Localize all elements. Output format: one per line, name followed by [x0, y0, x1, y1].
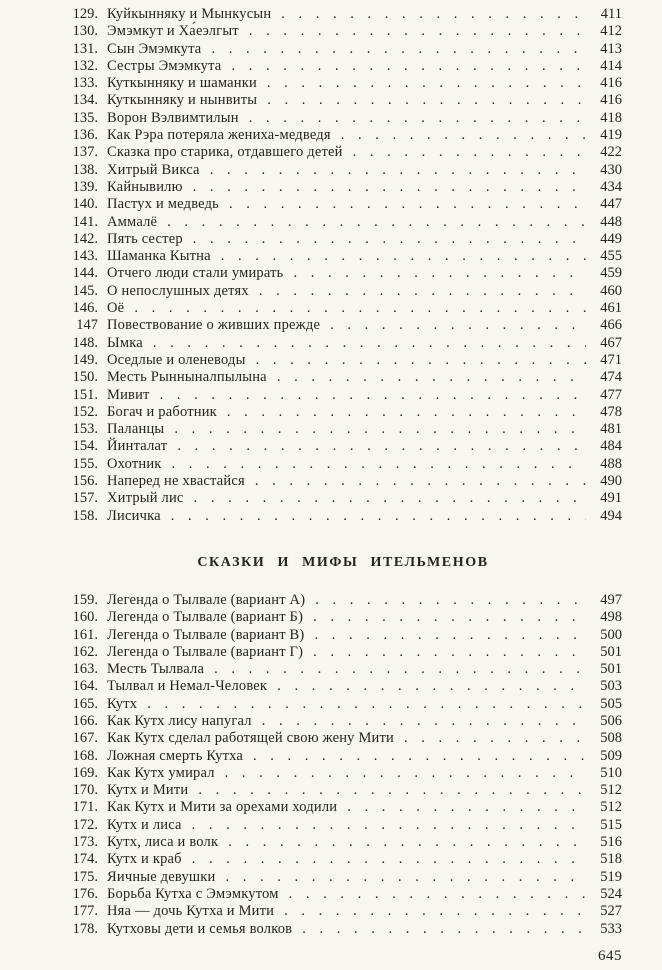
entry-page-number: 430	[600, 161, 622, 178]
entry-title: Легенда о Тылвале (вариант В)	[107, 626, 305, 643]
entry-page-number: 447	[600, 196, 622, 213]
entry-page-number: 488	[600, 455, 622, 472]
dot-leader	[330, 317, 586, 334]
entry-number: 155.	[72, 455, 98, 472]
entry-page-number: 497	[600, 591, 622, 608]
entry-title: Шаманка Кытна	[107, 248, 211, 265]
entry-page-number: 481	[600, 421, 622, 438]
entry-page-number: 471	[600, 351, 622, 368]
entry-number: 167.	[72, 730, 98, 747]
dot-leader	[353, 144, 586, 161]
entry-page-number: 448	[600, 213, 622, 230]
entry-number: 140.	[72, 196, 98, 213]
entry-title: Как Кутх лису напугал	[107, 712, 252, 729]
toc-row	[64, 23, 622, 40]
entry-number: 132.	[72, 57, 98, 74]
entry-number: 170.	[72, 782, 98, 799]
dot-leader	[253, 748, 586, 765]
toc-row	[64, 456, 622, 473]
dot-leader	[249, 110, 586, 127]
toc-row	[64, 41, 622, 58]
entry-title: Месть Рынныналпылына	[107, 369, 267, 386]
dot-leader	[167, 214, 586, 231]
entry-page-number: 512	[600, 799, 622, 816]
toc-row	[64, 404, 622, 421]
entry-page-number: 459	[600, 265, 622, 282]
entry-number: 152.	[72, 403, 98, 420]
toc-row	[64, 886, 622, 903]
entry-number: 157.	[72, 490, 98, 507]
dot-leader	[211, 41, 586, 58]
dot-leader	[255, 473, 586, 490]
entry-page-number: 490	[600, 473, 622, 490]
toc-row	[64, 473, 622, 490]
entry-title: Кутх и Мити	[107, 782, 189, 799]
entry-title: Сын Эмэмкута	[107, 40, 202, 57]
dot-leader	[192, 851, 586, 868]
dot-leader	[313, 644, 586, 661]
entry-page-number: 501	[600, 661, 622, 678]
dot-leader	[194, 490, 586, 507]
entry-page-number: 474	[600, 369, 622, 386]
toc-row	[64, 127, 622, 144]
entry-title: Йинталат	[107, 438, 168, 455]
entry-page-number: 434	[600, 178, 622, 195]
entry-number: 163.	[72, 661, 98, 678]
entry-title: Кутх	[107, 695, 138, 712]
entry-number: 151.	[72, 386, 98, 403]
toc-row	[64, 92, 622, 109]
entry-title: Аммалё	[107, 213, 158, 230]
entry-page-number: 524	[600, 885, 622, 902]
toc-row	[64, 214, 622, 231]
dot-leader	[193, 179, 586, 196]
entry-page-number: 519	[600, 868, 622, 885]
entry-page-number: 498	[600, 609, 622, 626]
dot-leader	[193, 231, 586, 248]
toc-row	[64, 508, 622, 525]
entry-page-number: 413	[600, 40, 622, 57]
dot-leader	[259, 283, 586, 300]
entry-page-number: 533	[600, 920, 622, 937]
entry-title: Легенда о Тылвале (вариант А)	[107, 591, 306, 608]
dot-leader	[172, 456, 586, 473]
toc-row	[64, 231, 622, 248]
entry-title: Куйкынняку и Мынкусын	[107, 6, 272, 22]
entry-page-number: 491	[600, 490, 622, 507]
toc-row	[64, 869, 622, 886]
entry-title: Пять сестер	[107, 230, 183, 247]
dot-leader	[347, 799, 586, 816]
dot-leader	[341, 127, 586, 144]
toc-row	[64, 265, 622, 282]
entry-number: 135.	[72, 109, 98, 126]
entry-number: 139.	[72, 178, 98, 195]
entry-number: 153.	[72, 421, 98, 438]
entry-title: Яичные девушки	[107, 868, 216, 885]
entry-title: Кутх, лиса и волк	[107, 834, 219, 851]
dot-leader	[231, 58, 586, 75]
entry-page-number: 512	[600, 782, 622, 799]
dot-leader	[153, 335, 586, 352]
toc-row	[64, 678, 622, 695]
entry-page-number: 412	[600, 23, 622, 40]
entry-title: Как Кутх сделал работящей свою жену Мити	[107, 730, 394, 747]
dot-leader	[228, 834, 586, 851]
entry-title: Как Кутх и Мити за орехами ходили	[107, 799, 338, 816]
toc-row	[64, 6, 622, 23]
entry-title: Кутх и лиса	[107, 816, 182, 833]
dot-leader	[177, 438, 586, 455]
entry-page-number: 461	[600, 300, 622, 317]
entry-title: Месть Тылвала	[107, 661, 205, 678]
entry-title: Борьба Кутха с Эмэмкутом	[107, 885, 279, 902]
entry-number: 134.	[72, 92, 98, 109]
entry-number: 137.	[72, 144, 98, 161]
toc-row	[64, 748, 622, 765]
toc-row	[64, 369, 622, 386]
entry-number: 162.	[72, 643, 98, 660]
dot-leader	[267, 75, 586, 92]
toc-row	[64, 661, 622, 678]
toc-row	[64, 713, 622, 730]
entry-number: 174.	[72, 851, 98, 868]
toc-row	[64, 765, 622, 782]
entry-number: 131.	[72, 40, 98, 57]
entry-title: Отчего люди стали умирать	[107, 265, 284, 282]
entry-title: Наперед не хвастайся	[107, 473, 245, 490]
entry-title: Хитрый Викса	[107, 161, 200, 178]
entry-number: 143.	[72, 248, 98, 265]
entry-title: О непослушных детях	[107, 282, 249, 299]
entry-title: Оё	[107, 300, 125, 317]
entry-page-number: 419	[600, 127, 622, 144]
entry-number: 173.	[72, 834, 98, 851]
entry-page-number: 418	[600, 109, 622, 126]
dot-leader	[225, 765, 586, 782]
entry-number: 178.	[72, 920, 98, 937]
entry-number: 168.	[72, 747, 98, 764]
entry-title: Как Кутх умирал	[107, 764, 215, 781]
entry-number: 150.	[72, 369, 98, 386]
entry-number: 136.	[72, 127, 98, 144]
dot-leader	[192, 817, 586, 834]
entry-page-number: 506	[600, 712, 622, 729]
toc-row	[64, 490, 622, 507]
entry-page-number: 478	[600, 403, 622, 420]
dot-leader	[210, 162, 586, 179]
dot-leader	[281, 6, 586, 23]
entry-title: Легенда о Тылвале (вариант Г)	[107, 643, 304, 660]
entry-number: 159.	[72, 591, 98, 608]
toc-row	[64, 317, 622, 334]
entry-title: Куткынняку и шаманки	[107, 75, 257, 92]
entry-title: Эмэмкут и Ха́еэлгыт	[107, 23, 239, 40]
entry-page-number: 449	[600, 230, 622, 247]
toc-row	[64, 421, 622, 438]
dot-leader	[293, 265, 586, 282]
entry-number: 154.	[72, 438, 98, 455]
entry-title: Мивит	[107, 386, 150, 403]
entry-title: Пастух и медведь	[107, 196, 219, 213]
entry-number: 149.	[72, 351, 98, 368]
entry-number: 175.	[72, 868, 98, 885]
entry-number: 160.	[72, 609, 98, 626]
entry-number: 129.	[72, 6, 98, 22]
entry-page-number: 515	[600, 816, 622, 833]
dot-leader	[267, 92, 586, 109]
dot-leader	[302, 921, 586, 938]
entry-title: Паланцы	[107, 421, 165, 438]
entry-page-number: 422	[600, 144, 622, 161]
toc-row	[64, 438, 622, 455]
entry-number: 130.	[72, 23, 98, 40]
dot-leader	[315, 592, 586, 609]
entry-number: 145.	[72, 282, 98, 299]
toc-row	[64, 644, 622, 661]
entry-page-number: 527	[600, 903, 622, 920]
dot-leader	[277, 678, 586, 695]
entry-title: Повествование о живших прежде	[107, 317, 321, 334]
entry-number: 141.	[72, 213, 98, 230]
dot-leader	[229, 196, 586, 213]
entry-page-number: 416	[600, 75, 622, 92]
entry-page-number: 500	[600, 626, 622, 643]
entry-number: 147	[76, 317, 98, 334]
entry-title: Богач и работник	[107, 403, 217, 420]
entry-number: 172.	[72, 816, 98, 833]
entry-page-number: 411	[600, 6, 622, 22]
entry-number: 148.	[72, 334, 98, 351]
entry-page-number: 516	[600, 834, 622, 851]
dot-leader	[221, 248, 586, 265]
toc-row	[64, 300, 622, 317]
entry-page-number: 503	[600, 678, 622, 695]
entry-page-number: 484	[600, 438, 622, 455]
entry-number: 156.	[72, 473, 98, 490]
entry-number: 161.	[72, 626, 98, 643]
page-number-footer: 645	[598, 947, 622, 964]
dot-leader	[160, 387, 586, 404]
toc-row	[64, 387, 622, 404]
toc-row	[64, 144, 622, 161]
entry-number: 176.	[72, 885, 98, 902]
toc-row	[64, 75, 622, 92]
entry-title: Легенда о Тылвале (вариант Б)	[107, 609, 304, 626]
entry-title: Хитрый лис	[107, 490, 184, 507]
toc-row	[64, 851, 622, 868]
entry-number: 165.	[72, 695, 98, 712]
toc-row	[64, 730, 622, 747]
toc-row	[64, 696, 622, 713]
entry-number: 166.	[72, 712, 98, 729]
entry-title: Сестры Эмэмкута	[107, 57, 222, 74]
entry-page-number: 510	[600, 764, 622, 781]
dot-leader	[198, 782, 586, 799]
section-heading-itelmen: СКАЗКИ И МИФЫ ИТЕЛЬМЕНОВ	[197, 554, 489, 570]
entry-title: Охотник	[107, 455, 162, 472]
dot-leader	[171, 508, 586, 525]
dot-leader	[262, 713, 586, 730]
entry-number: 169.	[72, 764, 98, 781]
toc-row	[64, 248, 622, 265]
entry-title: Куткынняку и нынвиты	[107, 92, 258, 109]
toc-row	[64, 834, 622, 851]
dot-leader	[227, 404, 586, 421]
toc-row	[64, 817, 622, 834]
toc-row	[64, 903, 622, 920]
entry-number: 158.	[72, 507, 98, 524]
dot-leader	[314, 627, 586, 644]
entry-number: 177.	[72, 903, 98, 920]
entry-page-number: 494	[600, 507, 622, 524]
entry-page-number: 466	[600, 317, 622, 334]
entry-number: 171.	[72, 799, 98, 816]
toc-row	[64, 352, 622, 369]
entry-title: Сказка про старика, отдавшего детей	[107, 144, 343, 161]
entry-number: 144.	[72, 265, 98, 282]
dot-leader	[214, 661, 586, 678]
dot-leader	[174, 421, 586, 438]
dot-leader	[249, 23, 586, 40]
toc-row	[64, 609, 622, 626]
entry-title: Тылвал и Немал-Человек	[107, 678, 268, 695]
entry-number: 133.	[72, 75, 98, 92]
entry-title: Кутх и краб	[107, 851, 182, 868]
entry-page-number: 460	[600, 282, 622, 299]
entry-page-number: 467	[600, 334, 622, 351]
entry-page-number: 477	[600, 386, 622, 403]
toc-row	[64, 799, 622, 816]
entry-title: Ымка	[107, 334, 143, 351]
entry-title: Кайнывилю	[107, 178, 183, 195]
entry-number: 142.	[72, 230, 98, 247]
toc-row	[64, 162, 622, 179]
toc-row	[64, 921, 622, 938]
entry-page-number: 505	[600, 695, 622, 712]
toc-row	[64, 196, 622, 213]
entry-page-number: 414	[600, 57, 622, 74]
entry-page-number: 508	[600, 730, 622, 747]
entry-number: 164.	[72, 678, 98, 695]
toc-row	[64, 592, 622, 609]
dot-leader	[289, 886, 586, 903]
toc-section-itelmen	[64, 592, 622, 938]
dot-leader	[313, 609, 586, 626]
toc-row	[64, 782, 622, 799]
dot-leader	[256, 352, 586, 369]
entry-page-number: 518	[600, 851, 622, 868]
entry-title: Оседлые и оленеводы	[107, 351, 246, 368]
entry-title: Кутховы дети и семья волков	[107, 920, 293, 937]
dot-leader	[277, 369, 586, 386]
toc-row	[64, 110, 622, 127]
toc-row	[64, 283, 622, 300]
dot-leader	[134, 300, 586, 317]
entry-page-number: 501	[600, 643, 622, 660]
dot-leader	[284, 903, 586, 920]
entry-number: 138.	[72, 161, 98, 178]
dot-leader	[147, 696, 586, 713]
entry-title: Няа — дочь Кутха и Мити	[107, 903, 275, 920]
entry-title: Ворон Вэлвимтилын	[107, 109, 239, 126]
entry-title: Ложная смерть Кутха	[107, 747, 244, 764]
entry-title: Как Рэра потеряла жениха-медведя	[107, 127, 331, 144]
dot-leader	[225, 869, 586, 886]
entry-page-number: 455	[600, 248, 622, 265]
dot-leader	[404, 730, 586, 747]
entry-title: Лисичка	[107, 507, 161, 524]
toc-section-koryak	[64, 6, 622, 525]
entry-page-number: 509	[600, 747, 622, 764]
toc-row	[64, 179, 622, 196]
toc-row	[64, 58, 622, 75]
entry-number: 146.	[72, 300, 98, 317]
toc-row	[64, 627, 622, 644]
toc-row	[64, 335, 622, 352]
entry-page-number: 416	[600, 92, 622, 109]
